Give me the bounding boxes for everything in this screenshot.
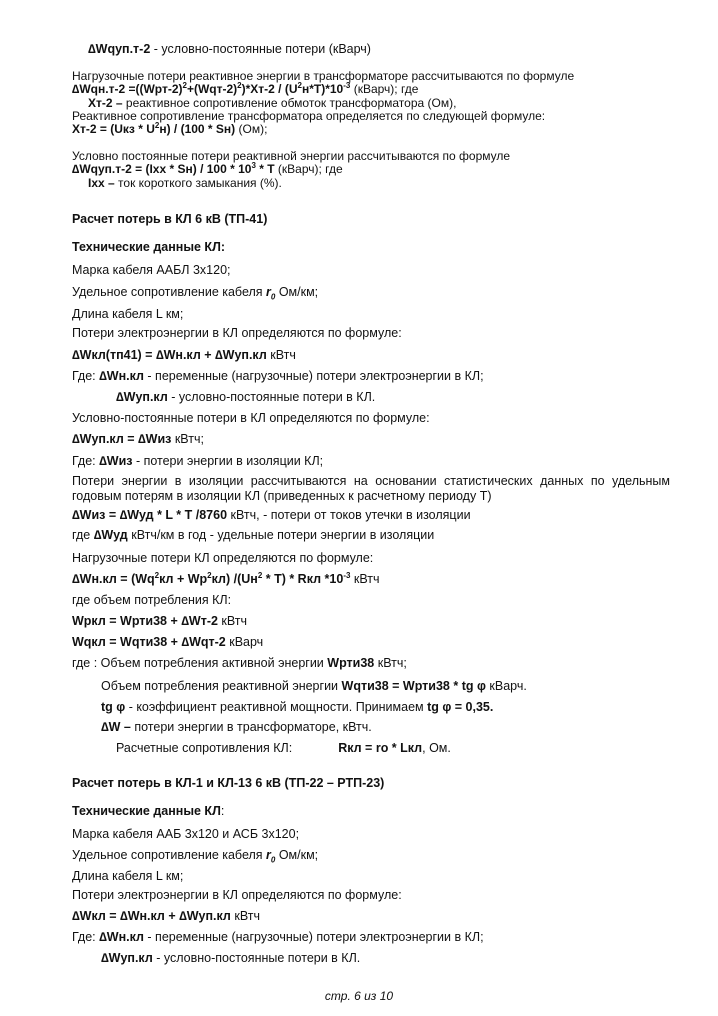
insulation-formula: ∆Wиз = ∆Wуд * L * Т /8760 кВтч, - потери от токов утечки в изоляции: [72, 508, 471, 522]
specific-resistance-2: Удельное сопротивление кабеля $r_0$ Ом/км;: [72, 848, 319, 865]
active-consumption-formula: Wркл = Wрти38 + ∆Wт-2 кВтч: [72, 614, 248, 628]
load-loss-intro-kl: Нагрузочные потери КЛ определяются по формуле:: [72, 551, 374, 565]
where-transformer-loss: ∆W – потери энергии в трансформаторе, кВтч.: [101, 720, 372, 734]
design-resistance: Расчетные сопротивления КЛ: Rкл = rо * Lкл, Ом.: [116, 741, 451, 755]
const-loss-intro: Условно постоянные потери реактивной энергии рассчитываются по формуле: [72, 149, 511, 163]
total-loss-formula-2: ∆Wкл = ∆Wн.кл + ∆Wуп.кл кВтч: [72, 909, 260, 923]
where-active-consumption: где : Объем потребления активной энергии Wрти38 кВтч;: [72, 656, 407, 670]
transformer-const-loss-line: [88, 42, 371, 57]
where-const-loss: ∆Wуп.кл - условно-постоянные потери в КЛ.: [116, 390, 376, 404]
cable-mark: Марка кабеля ААБЛ 3х120;: [72, 263, 231, 277]
formula-symbol: ∆Wqуп.т-2: [88, 42, 151, 56]
const-loss-intro-kl: Условно-постоянные потери в КЛ определяются по формуле:: [72, 411, 430, 425]
where-reactive-consumption: Объем потребления реактивной энергии Wqти38 = Wрти38 * tg φ кВарч.: [101, 679, 527, 693]
cable-length-2: Длина кабеля L км;: [72, 869, 184, 883]
specific-resistance: Удельное сопротивление кабеля $r_0$ Ом/км;: [72, 285, 319, 302]
tech-data-heading: Технические данные КЛ:: [72, 240, 225, 254]
const-loss-formula: ∆Wqуп.т-2 = $(Iхх * Sн) / 100 * 10^3$ * Т (кВарч); где: [72, 161, 343, 176]
losses-intro-2: Потери электроэнергии в КЛ определяются по формуле:: [72, 888, 402, 902]
where-const-loss-2: ∆Wуп.кл - условно-постоянные потери в КЛ.: [101, 951, 361, 965]
section-title-kl1-kl13: Расчет потерь в КЛ-1 и КЛ-13 6 кВ (ТП-22 – РТП-23): [72, 776, 385, 790]
reactive-consumption-formula: Wqкл = Wqти38 + ∆Wqт-2 кВарч: [72, 635, 264, 649]
insulation-paragraph: Потери энергии в изоляции рассчитываются на основании статистических данных по удельным годовым потерям в изоляции КЛ (приведенных к расчетному периоду Т): [72, 474, 670, 503]
where-specific-loss: где ∆Wуд кВтч/км в год - удельные потери энергии в изоляции: [72, 528, 435, 542]
losses-intro: Потери электроэнергии в КЛ определяются по формуле:: [72, 326, 402, 340]
consumption-intro: где объем потребления КЛ:: [72, 593, 232, 607]
cable-mark-2: Марка кабеля ААБ 3х120 и АСБ 3х120;: [72, 827, 300, 841]
cable-length: Длина кабеля L км;: [72, 307, 184, 321]
formula: ∆Wqуп.т-2 = $(Iхх * Sн) / 100 * 10^3$ * Т: [72, 161, 275, 176]
reactance-definition: Хт-2 – реактивное сопротивление обмоток трансформатора (Ом),: [88, 96, 457, 110]
load-loss-formula: [72, 83, 418, 96]
idle-current-definition: Iхх – ток короткого замыкания (%).: [88, 176, 282, 190]
section-title-kl-tp41: Расчет потерь в КЛ 6 кВ (ТП-41): [72, 212, 268, 226]
total-loss-formula: ∆Wкл(тп41) = ∆Wн.кл + ∆Wуп.кл кВтч: [72, 348, 296, 362]
formula: $\Delta Wqн.т-2 =((Wрт-2)^2+(Wqт-2)^2)*Хт-2 / (U^2н*T)*10^{-3}$: [72, 81, 351, 96]
load-loss-formula-kl: $\Delta Wн.кл = (Wq^2кл + Wр^2кл)$ $/(Uн^2 * Т)$ * Rкл $*10^{-3}$ кВтч: [72, 570, 380, 586]
load-loss-intro: Нагрузочные потери реактивное энергии в трансформаторе рассчитываются по формуле: [72, 69, 575, 83]
page-number: стр. 6 из 10: [324, 989, 394, 1003]
tech-data-heading-2: Технические данные КЛ:: [72, 804, 225, 818]
where-load-loss: Где: ∆Wн.кл - переменные (нагрузочные) потери электроэнергии в КЛ;: [72, 369, 484, 383]
where-load-loss-2: Где: ∆Wн.кл - переменные (нагрузочные) потери электроэнергии в КЛ;: [72, 930, 484, 944]
reactance-formula: $Хт-2 = (Uкз * U^2н) / (100 * Sн)$ (Ом);: [72, 121, 268, 136]
const-loss-formula-kl: ∆Wуп.кл = ∆Wиз кВтч;: [72, 432, 204, 446]
where-insulation-loss: Где: ∆Wиз - потери энергии в изоляции КЛ;: [72, 454, 324, 468]
formula: $Хт-2 = (Uкз * U^2н) / (100 * Sн)$: [72, 121, 236, 136]
reactance-intro: Реактивное сопротивление трансформатора определяется по следующей формуле:: [72, 109, 546, 123]
where-power-factor: tg φ - коэффициент реактивной мощности. Принимаем tg φ = 0,35.: [101, 700, 494, 714]
formula-unit: (кВарч); где: [350, 82, 419, 96]
formula-description: - условно-постоянные потери (кВарч): [150, 42, 371, 56]
